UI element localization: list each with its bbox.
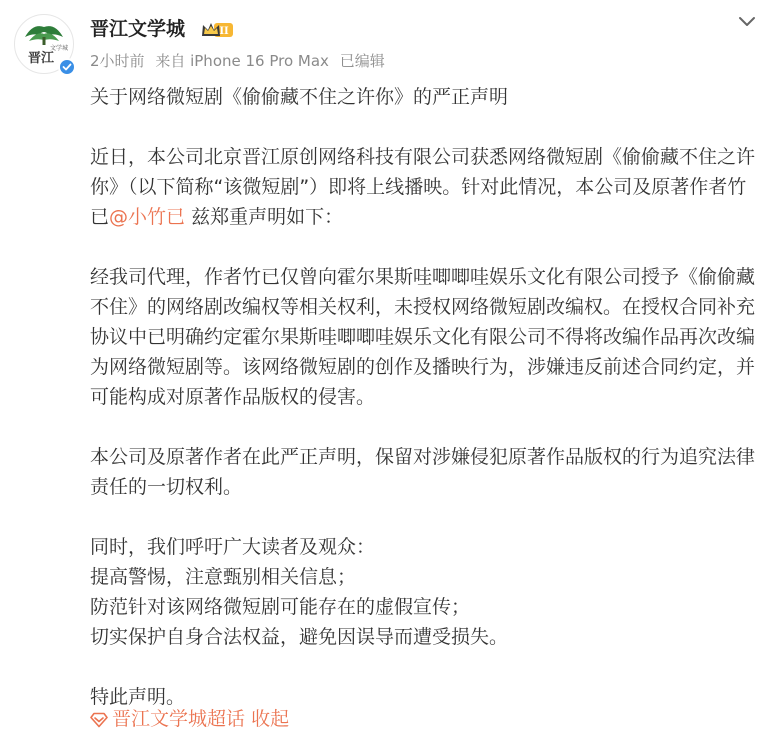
post-meta	[90, 50, 391, 72]
post-content	[90, 82, 762, 712]
paragraph-1	[90, 142, 762, 232]
closing-line: 特此声明。	[90, 686, 186, 708]
paragraph-2: 经我司代理，作者竹已仅曾向霍尔果斯哇唧唧哇娱乐文化有限公司授予《偷偷藏不住》的网络剧改编权等相关权利，未授权网络微短剧改编权。在授权合同补充协议中已明确约定霍尔果斯哇唧唧哇娱乐文化有限公司不得将改编作品再次改编为网络微短剧等。该网络微短剧的创作及播映行为，涉嫌违反前述合同约定，并可能构成对原著作品版权的侵害。	[90, 266, 756, 408]
supertopic-link[interactable]: 晋江文学城超话	[112, 708, 246, 730]
footer-links	[90, 705, 289, 733]
member-crown-icon[interactable]	[200, 20, 234, 40]
appeal-line: 同时，我们呼吁广大读者及观众：	[90, 536, 376, 558]
appeal-line: 切实保护自身合法权益，避免因误导而遭受损失。	[90, 626, 509, 648]
collapse-button[interactable]: 收起	[251, 708, 290, 730]
edited-label[interactable]: 已编辑	[339, 52, 385, 70]
appeal-line: 防范针对该网络微短剧可能存在的虚假宣传；	[90, 596, 471, 618]
appeal-line: 提高警惕，注意甄别相关信息；	[90, 566, 357, 588]
verified-badge-icon	[58, 58, 76, 76]
svg-text:文学城: 文学城	[50, 45, 69, 52]
paragraph-3: 本公司及原著作者在此严正声明，保留对涉嫌侵犯原著作品版权的行为追究法律责任的一切权利。	[90, 446, 756, 498]
post-time: 2小时前	[90, 52, 145, 70]
username[interactable]: 晋江文学城	[90, 18, 186, 40]
supertopic-diamond-icon	[90, 712, 108, 728]
svg-text:晋江: 晋江	[28, 51, 55, 66]
paragraph-1-text: 近日，本公司北京晋江原创网络科技有限公司获悉网络微短剧《偷偷藏不住之许你》（以下简称“该微短剧”）即将上线播映。针对此情况，本公司及原著作者竹已	[90, 146, 756, 228]
chevron-down-icon[interactable]	[736, 12, 758, 30]
paragraph-1-tail: 兹郑重声明如下：	[185, 206, 344, 228]
svg-text:II: II	[219, 26, 229, 37]
mention-link[interactable]: @小竹已	[109, 206, 186, 228]
post-title: 关于网络微短剧《偷偷藏不住之许你》的严正声明	[90, 86, 509, 108]
post-source: 来自 iPhone 16 Pro Max	[155, 52, 329, 70]
